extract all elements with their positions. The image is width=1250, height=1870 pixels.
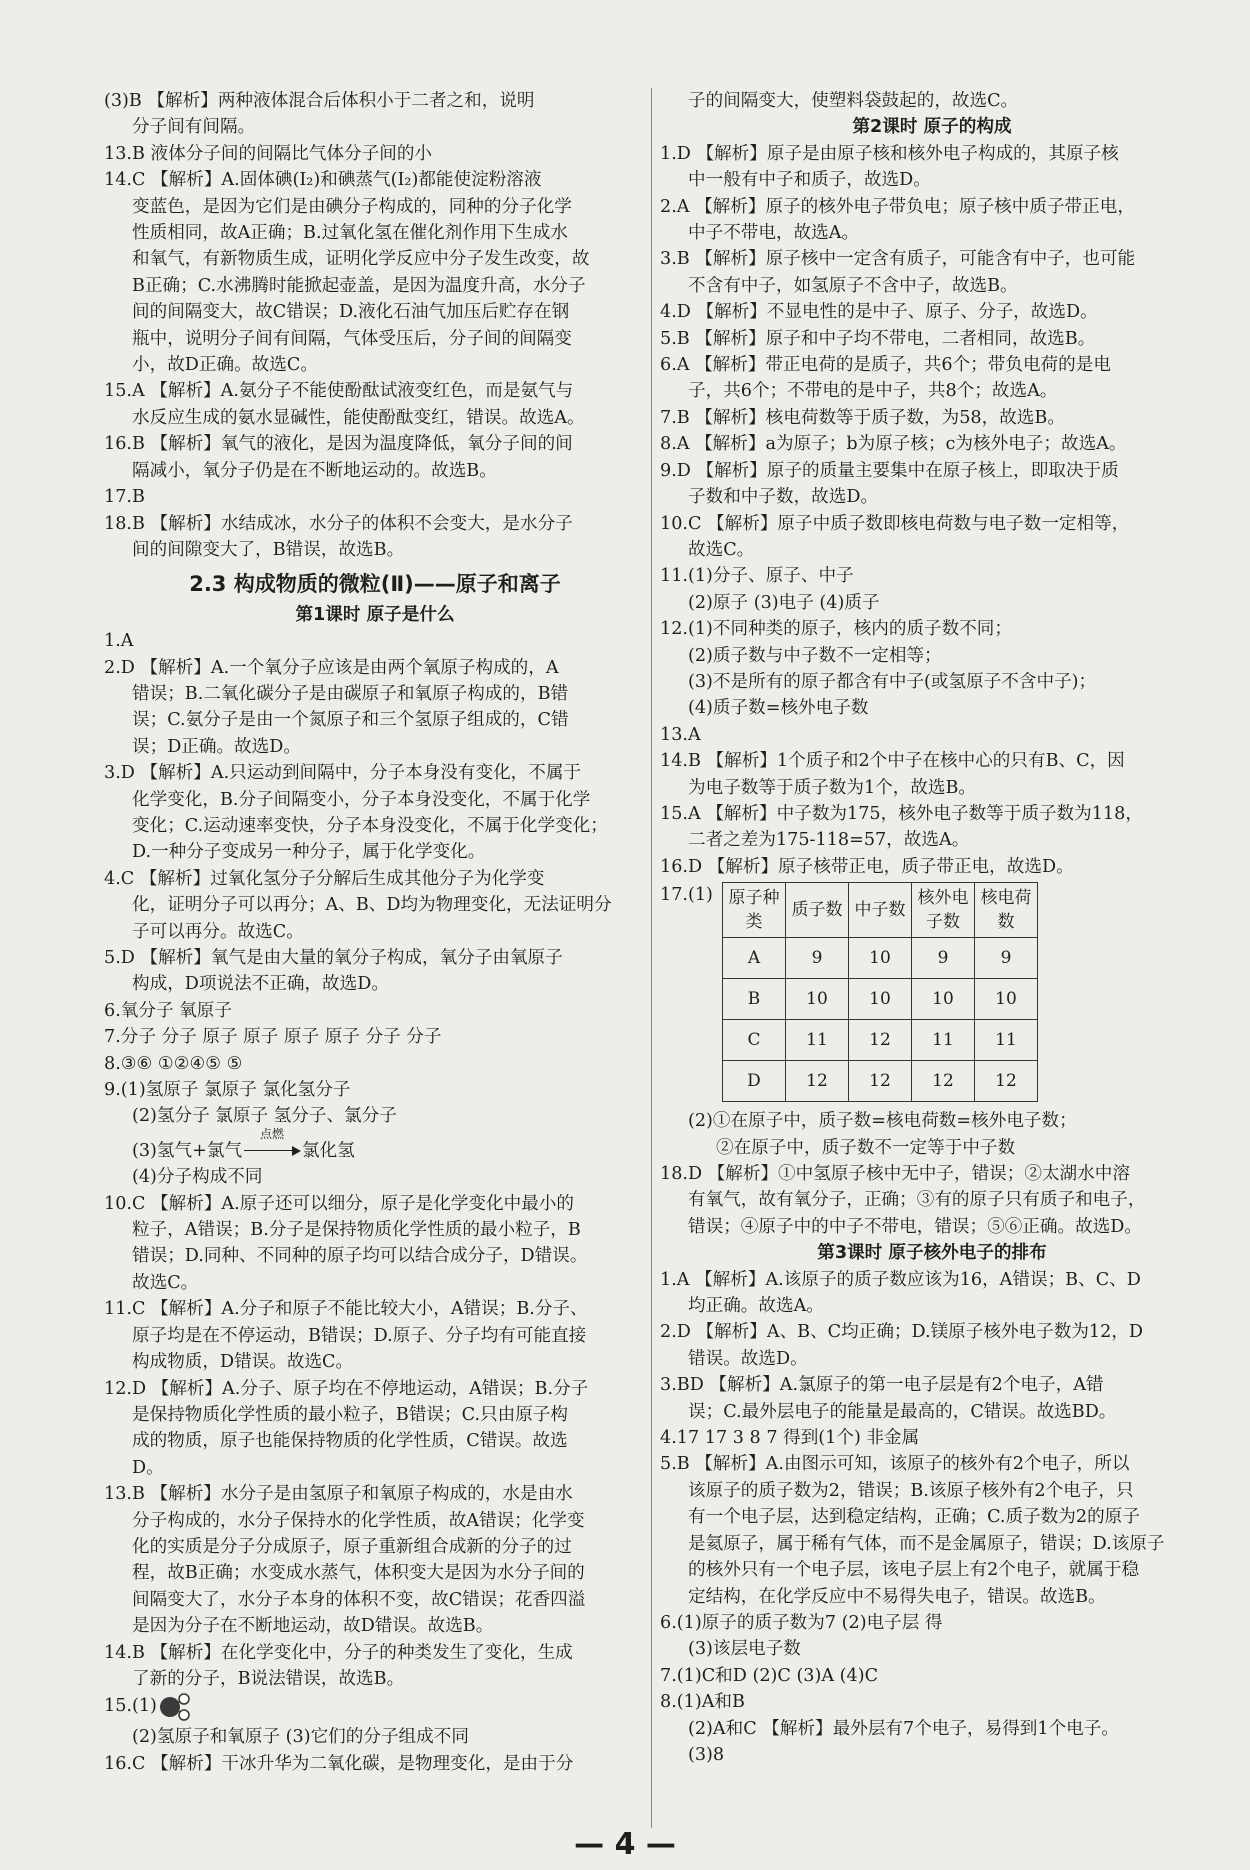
answer-line: 10.C 【解析】原子中质子数即核电荷数与电子数一定相等，: [660, 513, 1130, 534]
answer-line: 14.B 【解析】1个质子和2个中子在核中心的只有B、C，因: [660, 751, 1125, 772]
answer-line: 14.B 【解析】在化学变化中，分子的种类发生了变化，生成: [104, 1642, 573, 1663]
answer-line-cont: ②在原子中，质子数不一定等于中子数: [716, 1137, 1016, 1158]
answer-line-cont: 故选C。: [688, 539, 755, 560]
lesson-heading: 第3课时 原子核外电子的排布: [817, 1243, 1047, 1264]
section-heading: 2.3 构成物质的微粒(Ⅱ)——原子和离子: [189, 572, 561, 597]
table-cell: 10: [975, 979, 1038, 1020]
answer-line-cont: 程，故B正确；水变成水蒸气，体积变大是因为水分子间的: [132, 1563, 585, 1584]
answer-line: (3)B 【解析】两种液体混合后体积小于二者之和，说明: [104, 91, 535, 111]
answer-line-cont: 均正确。故选A。: [688, 1296, 824, 1317]
answer-line: 17.B: [104, 487, 145, 508]
answer-line-cont: (3)该层电子数: [688, 1639, 801, 1660]
answer-line-cont: 为电子数等于质子数为1个，故选B。: [688, 777, 977, 798]
answer-line-cont: 有氧气，故有氧分子，正确；③有的原子只有质子和电子，: [688, 1190, 1146, 1211]
answer-line-cont: (4)质子数=核外电子数: [688, 698, 869, 719]
answer-line: 16.D 【解析】原子核带正电，质子带正电，故选D。: [660, 856, 1074, 877]
answer-line: 15.A 【解析】A.氨分子不能使酚酞试液变红色，而是氨气与: [104, 381, 574, 402]
lesson-heading: 第1课时 原子是什么: [295, 604, 455, 625]
answer-line-cont: (2)质子数与中子数不一定相等；: [688, 645, 942, 666]
answer-line-cont: 变化；C.运动速率变快，分子本身没变化，不属于化学变化；: [132, 815, 608, 836]
table-header-cell: 核电荷数: [975, 883, 1038, 938]
table-row: [723, 1020, 1038, 1061]
word-equation: [104, 1126, 646, 1164]
answer-line-cont: 是因为分子在不断地运动，故D错误。故选B。: [132, 1616, 494, 1637]
answer-line: 7.B 【解析】核电荷数等于质子数，为58，故选B。: [660, 407, 1065, 428]
table-cell: 10: [849, 938, 912, 979]
answer-line: 7.(1)C和D (2)C (3)A (4)C: [660, 1665, 879, 1686]
answer-line-cont: 子，共6个；不带电的是中子，共8个；故选A。: [688, 381, 1058, 402]
answer-line-cont: 瓶中，说明分子间有间隔，气体受压后，分子间的间隔变: [132, 328, 572, 349]
answer-line: 18.D 【解析】①中氢原子核中无中子，错误；②太湖水中溶: [660, 1164, 1130, 1184]
table-cell: B: [723, 979, 786, 1020]
answer-line: 14.C 【解析】A.固体碘(I₂)和碘蒸气(I₂)都能使淀粉溶液: [104, 170, 542, 191]
table-cell: 10: [912, 979, 975, 1020]
water-molecule-icon: [157, 1692, 197, 1720]
answer-line-cont: 变蓝色，是因为它们是由碘分子构成的，同种的分子化学: [132, 196, 572, 217]
atom-particle-table: [722, 882, 1038, 1102]
answer-line-cont: 构成物质，D错误。故选C。: [132, 1352, 354, 1373]
answer-line: 13.A: [660, 724, 701, 745]
table-cell: 12: [849, 1020, 912, 1061]
answer-line: [104, 1692, 646, 1724]
answer-line: 7.分子 分子 原子 原子 原子 原子 分子 分子: [104, 1027, 442, 1048]
question-17-table-block: [660, 882, 1204, 1102]
answer-line: 2.D 【解析】A.一个氧分子应该是由两个氧原子构成的，A: [104, 657, 559, 678]
equation-product: 氯化氢: [302, 1140, 355, 1161]
answer-line-cont: D.一种分子变成另一种分子，属于化学变化。: [132, 842, 486, 863]
answer-line-cont: 错误；D.同种、不同种的原子均可以结合成分子，D错误。: [132, 1246, 588, 1267]
answer-line-cont: (2)A和C 【解析】最外层有7个电子，易得到1个电子。: [688, 1718, 1119, 1739]
answer-line: 9.D 【解析】原子的质量主要集中在原子核上，即取决于质: [660, 460, 1119, 481]
answer-line: 4.D 【解析】不显电性的是中子、原子、分子，故选D。: [660, 302, 1098, 323]
table-cell: 10: [786, 979, 849, 1020]
answer-line-cont: 误；C.氨分子是由一个氮原子和三个氢原子组成的，C错: [132, 710, 569, 731]
answer-line-cont: 错误；B.二氧化碳分子是由碳原子和氧原子构成的，B错: [132, 683, 569, 704]
answer-line: 16.C 【解析】干冰升华为二氧化碳，是物理变化，是由于分: [104, 1753, 574, 1774]
table-cell: 9: [912, 938, 975, 979]
answer-line-cont: 化学变化，B.分子间隔变小，分子本身没变化，不属于化学: [132, 789, 591, 810]
answer-line: 3.D 【解析】A.只运动到间隔中，分子本身没有变化，不属于: [104, 763, 582, 784]
answer-line: 13.B 液体分子间的间隔比气体分子间的小: [104, 143, 433, 164]
answer-line: 11.C 【解析】A.分子和原子不能比较大小，A错误；B.分子、: [104, 1299, 588, 1320]
answer-line-cont: 误；C.最外层电子的能量是最高的，C错误。故选BD。: [688, 1401, 1117, 1422]
answer-line: 5.B 【解析】原子和中子均不带电，二者相同，故选B。: [660, 328, 1096, 349]
lesson-heading: 第2课时 原子的构成: [852, 117, 1012, 138]
answer-line: 2.A 【解析】原子的核外电子带负电；原子核中质子带正电，: [660, 196, 1135, 217]
answer-line: 6.(1)原子的质子数为7 (2)电子层 得: [660, 1612, 943, 1633]
answer-line: 12.(1)不同种类的原子，核内的质子数不同；: [660, 619, 1012, 640]
column-divider: [651, 88, 652, 1828]
answer-label: 17.(1): [660, 885, 713, 906]
answer-line: 3.BD 【解析】A.氯原子的第一电子层是有2个电子，A错: [660, 1375, 1104, 1396]
table-header-row: [723, 883, 1038, 938]
answer-line: 9.(1)氢原子 氯原子 氯化氢分子: [104, 1080, 351, 1101]
table-cell: 11: [975, 1020, 1038, 1061]
answer-line-cont: (4)分子构成不同: [132, 1167, 263, 1188]
page-number: — 4 —: [574, 1827, 676, 1862]
table-header-cell: 原子种类: [723, 883, 786, 938]
answer-line-cont: 误；D正确。故选D。: [132, 736, 301, 757]
answer-line: 6.A 【解析】带正电荷的是质子，共6个；带负电荷的是电: [660, 355, 1111, 376]
answer-line-cont: 间隔变大了，水分子本身的体积不变，故C错误；花香四溢: [132, 1589, 586, 1610]
equation-reactants: (3)氢气+氯气: [132, 1140, 243, 1161]
left-column: [104, 88, 646, 1777]
answer-line-cont: 小，故D正确。故选C。: [132, 355, 318, 376]
table-cell: C: [723, 1020, 786, 1061]
arrow-head: [292, 1146, 301, 1156]
answer-line: 1.D 【解析】原子是由原子核和核外电子构成的，其原子核: [660, 143, 1119, 164]
answer-line-cont: 错误。故选D。: [688, 1348, 808, 1369]
table-cell: 11: [912, 1020, 975, 1061]
answer-line-cont: 该原子的质子数为2，错误；B.该原子核外有2个电子，只: [688, 1480, 1134, 1501]
answer-line: 15.A 【解析】中子数为175，核外电子数等于质子数为118，: [660, 803, 1143, 824]
answer-line: 13.B 【解析】水分子是由氢原子和氧原子构成的，水是由水: [104, 1484, 573, 1505]
answer-label: 15.(1): [104, 1696, 157, 1717]
table-cell: 10: [849, 979, 912, 1020]
table-header-cell: 核外电子数: [912, 883, 975, 938]
answer-line: 18.B 【解析】水结成冰，水分子的体积不会变大，是水分子: [104, 513, 573, 534]
answer-line-cont: 化的实质是分子分成原子，原子重新组合成新的分子的过: [132, 1536, 572, 1557]
table-header-cell: 质子数: [786, 883, 849, 938]
answer-line-cont: 子数和中子数，故选D。: [688, 487, 879, 508]
answer-line: 12.D 【解析】A.分子、原子均在不停地运动，A错误；B.分子: [104, 1378, 589, 1399]
table-cell: 12: [786, 1061, 849, 1102]
answer-line-cont: 分子构成的，水分子保持水的化学性质，故A错误；化学变: [132, 1510, 585, 1531]
answer-line: 10.C 【解析】A.原子还可以细分，原子是化学变化中最小的: [104, 1193, 574, 1214]
table-cell: 12: [912, 1061, 975, 1102]
answer-line-cont: 化，证明分子可以再分；A、B、D均为物理变化，无法证明分: [132, 895, 612, 916]
answer-line-cont: D。: [132, 1457, 164, 1478]
reaction-arrow: [244, 1126, 300, 1158]
answer-line-cont: 构成，D项说法不正确，故选D。: [132, 974, 389, 995]
answer-line-cont: 隔减小，氧分子仍是在不断地运动的。故选B。: [132, 460, 497, 481]
answer-line-cont: 有一个电子层，达到稳定结构，正确；C.质子数为2的原子: [688, 1507, 1140, 1528]
answer-line: 5.D 【解析】氧气是由大量的氧分子构成，氧分子由氧原子: [104, 948, 563, 968]
answer-line: 1.A 【解析】A.该原子的质子数应该为16，A错误；B、C、D: [660, 1269, 1141, 1290]
answer-line-cont: B正确；C.水沸腾时能掀起壶盖，是因为温度升高，水分子: [132, 275, 586, 296]
answer-line: 11.(1)分子、原子、中子: [660, 566, 854, 587]
answer-line-cont: 原子均是在不停运动，B错误；D.原子、分子均有可能直接: [132, 1325, 587, 1346]
right-column: [660, 88, 1204, 1768]
answer-line-cont: 二者之差为175-118=57，故选A。: [688, 830, 970, 851]
answer-line: 1.A: [104, 631, 134, 652]
reaction-condition: 点燃: [260, 1126, 285, 1141]
answer-line-cont: 子可以再分。故选C。: [132, 921, 304, 942]
answer-line-cont: 粒子，A错误；B.分子是保持物质化学性质的最小粒子，B: [132, 1220, 581, 1241]
answer-line-cont: 不含有中子，如氢原子不含中子，故选B。: [688, 275, 1018, 296]
table-cell: 11: [786, 1020, 849, 1061]
table-row: [723, 979, 1038, 1020]
answer-line-cont: 性质相同，故A正确；B.过氧化氢在催化剂作用下生成水: [132, 223, 568, 244]
answer-line-cont: (2)原子 (3)电子 (4)质子: [688, 592, 880, 613]
answer-line-cont: (3)不是所有的原子都含有中子(或氢原子不含中子)；: [688, 671, 1097, 692]
answer-line-cont: 中一般有中子和质子，故选D。: [688, 170, 931, 191]
answer-line: 16.B 【解析】氧气的液化，是因为温度降低，氧分子间的间: [104, 434, 573, 455]
table-row: [723, 938, 1038, 979]
answer-line-cont: 子的间隔变大，使塑料袋鼓起的，故选C。: [688, 91, 1019, 111]
answer-line-cont: 和氧气，有新物质生成，证明化学反应中分子发生改变，故: [132, 249, 590, 270]
answer-line-cont: (2)氢分子 氯原子 氢分子、氯分子: [132, 1106, 397, 1127]
answer-line-cont: 水反应生成的氨水显碱性，能使酚酞变红，错误。故选A。: [132, 407, 585, 428]
answer-line: 6.氧分子 氧原子: [104, 1000, 232, 1021]
answer-line: 8.(1)A和B: [660, 1692, 745, 1713]
answer-line: 2.D 【解析】A、B、C均正确；D.镁原子核外电子数为12，D: [660, 1322, 1144, 1343]
table-header-cell: 中子数: [849, 883, 912, 938]
answer-line-cont: 错误；④原子中的中子不带电，错误；⑤⑥正确。故选D。: [688, 1216, 1142, 1237]
answer-line-cont: 中子不带电，故选A。: [688, 223, 860, 244]
answer-line-cont: 故选C。: [132, 1272, 199, 1293]
answer-line: 4.C 【解析】过氧化氢分子分解后生成其他分子为化学变: [104, 868, 545, 889]
answer-line-cont: 间的间隙变大了，B错误，故选B。: [132, 539, 405, 560]
table-row: [723, 1061, 1038, 1102]
answer-line-cont: 的核外只有一个电子层，该电子层上有2个电子，就属于稳: [688, 1560, 1140, 1581]
answer-line-cont: 是保持物质化学性质的最小粒子，B错误；C.只由原子构: [132, 1404, 569, 1425]
table-cell: 9: [975, 938, 1038, 979]
table-cell: 9: [786, 938, 849, 979]
answer-line-cont: 分子间有间隔。: [132, 117, 256, 138]
answer-line: 5.B 【解析】A.由图示可知，该原子的核外有2个电子，所以: [660, 1454, 1130, 1475]
answer-line-cont: (2)氢原子和氧原子 (3)它们的分子组成不同: [132, 1727, 469, 1748]
answer-line: 8.③⑥ ①②④⑤ ⑤: [104, 1053, 243, 1074]
answer-line: 8.A 【解析】a为原子；b为原子核；c为核外电子；故选A。: [660, 434, 1127, 455]
answer-line-cont: (2)①在原子中，质子数=核电荷数=核外电子数；: [688, 1111, 1077, 1132]
answer-line-cont: 成的物质，原子也能保持物质的化学性质，C错误。故选: [132, 1431, 568, 1452]
answer-line-cont: 了新的分子，B说法错误，故选B。: [132, 1668, 405, 1689]
answer-line-cont: 是氦原子，属于稀有气体，而不是金属原子，错误；D.该原子: [688, 1533, 1165, 1554]
answer-line: 3.B 【解析】原子核中一定含有质子，可能含有中子，也可能: [660, 249, 1136, 270]
table-cell: D: [723, 1061, 786, 1102]
table-cell: A: [723, 938, 786, 979]
table-cell: 12: [849, 1061, 912, 1102]
answer-line-cont: (3)8: [688, 1744, 725, 1765]
arrow-line: [244, 1150, 296, 1152]
answer-line: 4.17 17 3 8 7 得到(1个) 非金属: [660, 1428, 920, 1449]
table-cell: 12: [975, 1061, 1038, 1102]
answer-line-cont: 定结构，在化学反应中不易得失电子，错误。故选B。: [688, 1586, 1106, 1607]
answer-line-cont: 间的间隔变大，故C错误；D.液化石油气加压后贮存在钢: [132, 302, 570, 323]
